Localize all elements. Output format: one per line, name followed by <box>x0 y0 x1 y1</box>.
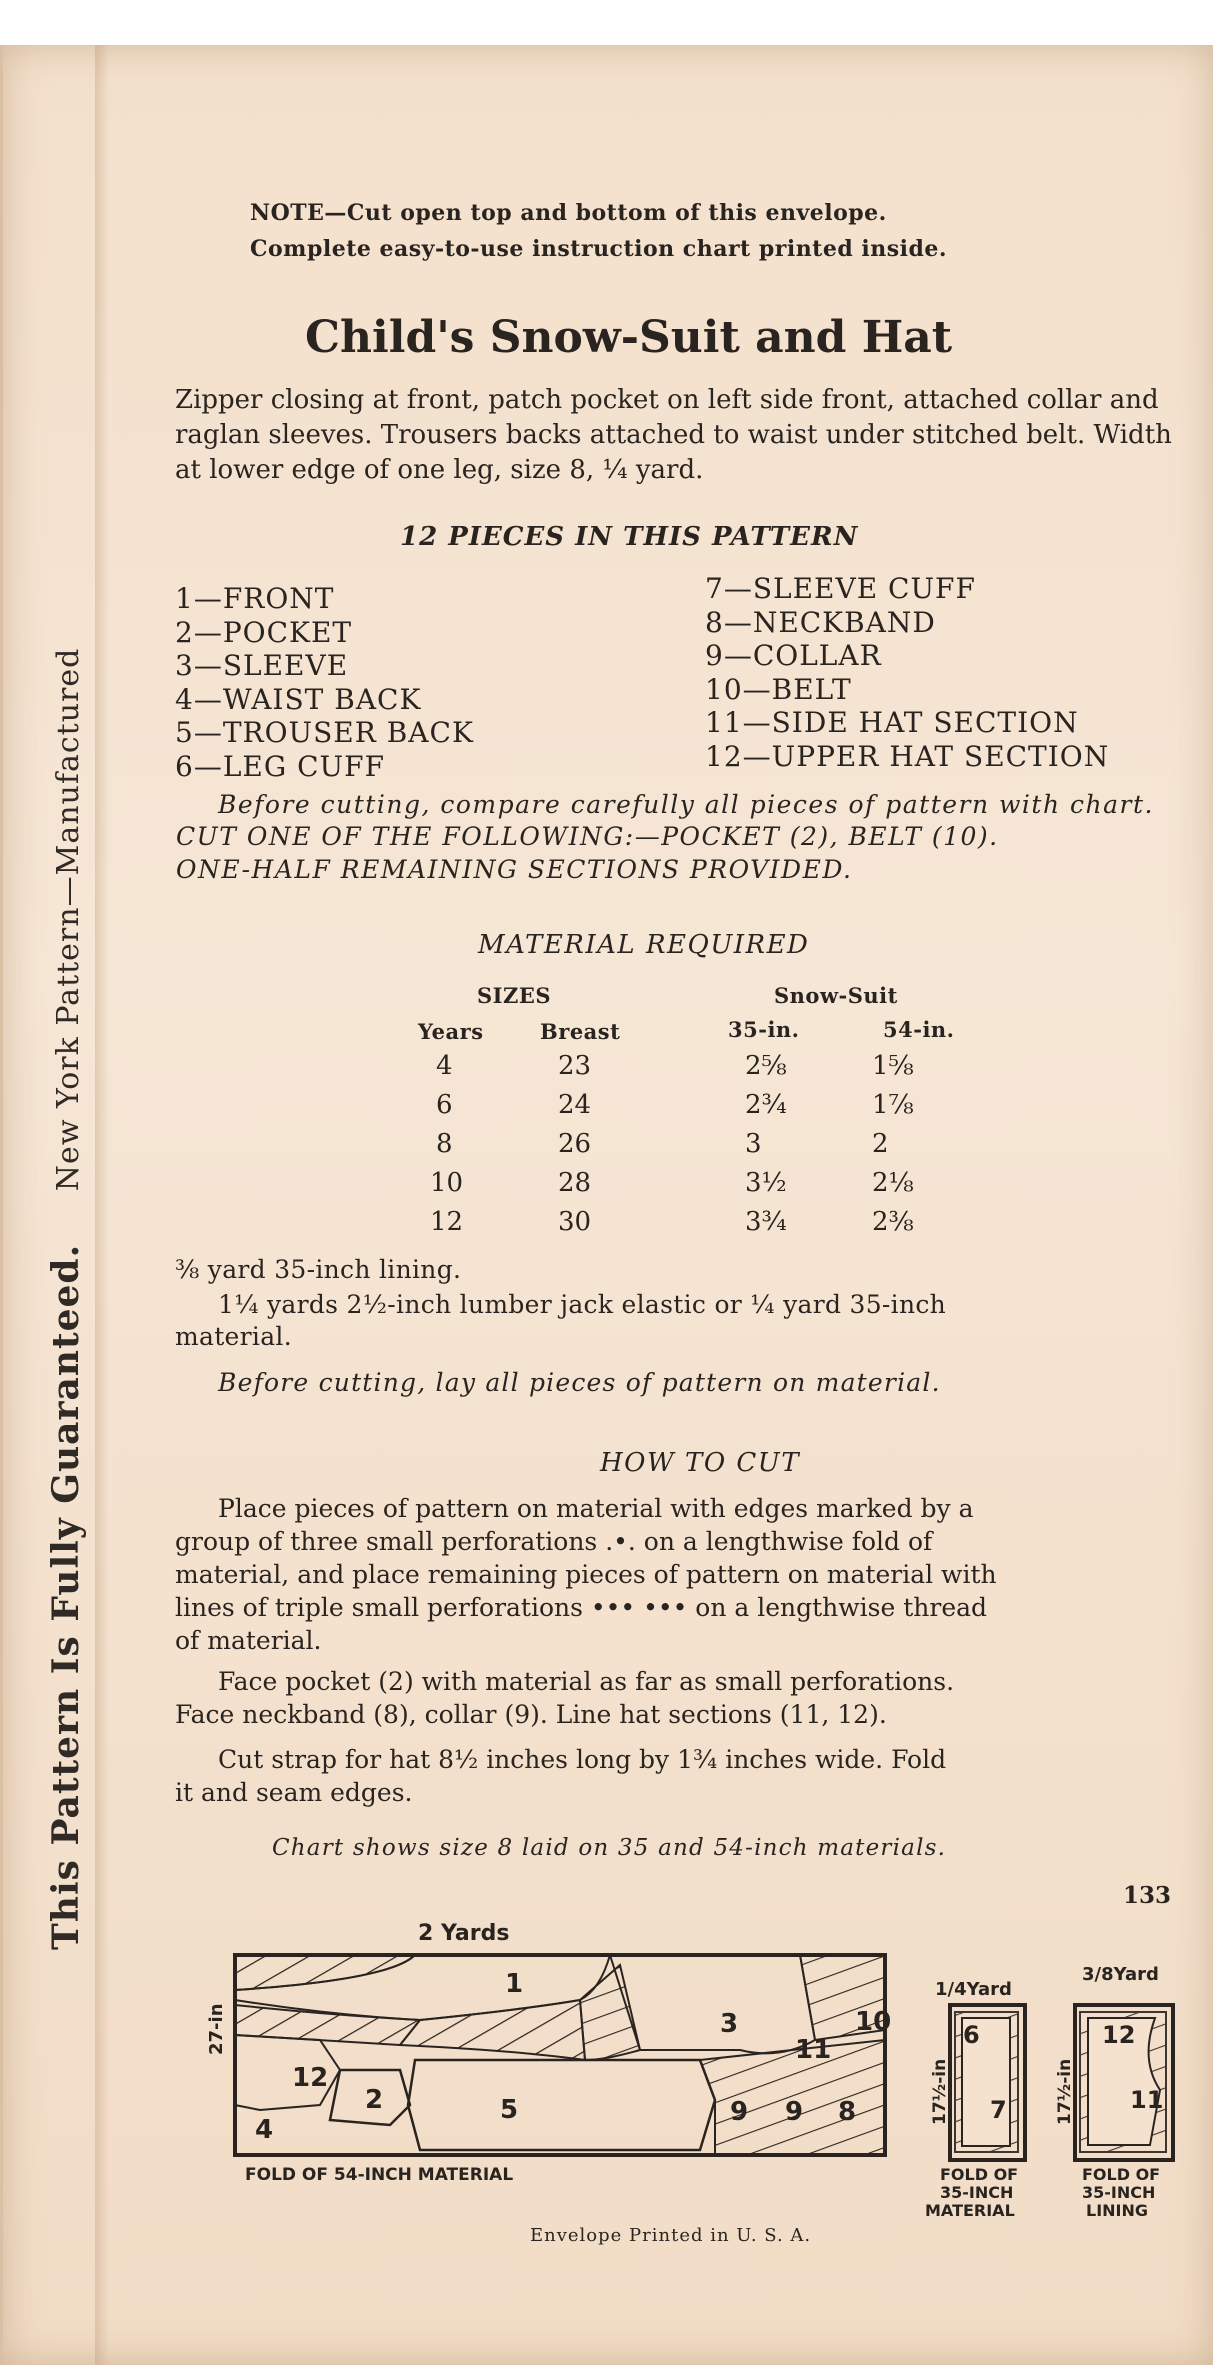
piece-item: 2—POCKET <box>175 615 353 649</box>
cell-years: 8 <box>436 1129 453 1159</box>
paragraph-line: Cut strap for hat 8½ inches long by 1¾ inches wide. Fold <box>218 1745 947 1774</box>
pattern-description: Zipper closing at front, patch pocket on left side front, attached collar and raglan sleeves. Trousers backs attached to waist under stitched belt. Width at lower edge of one leg, size 8, ¼ yard. <box>175 385 1172 485</box>
piece-item: 1—FRONT <box>175 582 335 615</box>
cell-54in: 1⅝ <box>872 1051 914 1081</box>
cell-54in: 2⅛ <box>872 1168 914 1198</box>
main-top-label: 2 Yards <box>418 1921 510 1946</box>
cutting-note-line-3: ONE-HALF REMAINING SECTIONS PROVIDED. <box>176 855 853 884</box>
paragraph-line: material, and place remaining pieces of pattern on material with <box>175 1560 997 1589</box>
paragraph-line: of material. <box>175 1626 322 1655</box>
how-to-cut-heading: HOW TO CUT <box>600 1448 801 1478</box>
piece-item: 3—SLEEVE <box>175 649 349 682</box>
piece-item: 9—COLLAR <box>705 639 882 672</box>
piece-label: 1 <box>505 1969 524 1999</box>
piece-item: 4—WAIST BACK <box>175 682 422 716</box>
guarantee-text: This Pattern Is Fully Guaranteed. <box>45 1243 87 1950</box>
lining-note: ⅜ yard 35-inch lining. <box>175 1255 462 1284</box>
col-54in: 54-in. <box>883 1017 955 1042</box>
piece-item: 5—TROUSER BACK <box>175 716 474 749</box>
cutting-note-line-1: Before cutting, compare carefully all pieces of pattern with chart. <box>218 790 1154 819</box>
cell-35in: 2⅝ <box>745 1051 787 1081</box>
piece-label: 8 <box>838 2097 857 2127</box>
piece-label: 6 <box>963 2021 980 2049</box>
piece-shape <box>235 2005 420 2045</box>
manufacturer-text: New York Pattern—Manufactured <box>51 647 86 1192</box>
cell-35in: 3 <box>745 1129 762 1159</box>
chart-caption: Chart shows size 8 laid on 35 and 54-inch materials. <box>272 1835 947 1861</box>
small1-bottom-line: 35-INCH <box>940 2183 1014 2202</box>
small2-bottom-line: 35-INCH <box>1082 2183 1156 2202</box>
piece-shape <box>235 1955 415 1990</box>
small2-top-label: 3/8Yard <box>1082 1964 1159 1985</box>
small1-top-label: 1/4Yard <box>935 1979 1012 2000</box>
paragraph-line: Place pieces of pattern on material with edges marked by a <box>218 1494 974 1523</box>
cell-breast: 28 <box>558 1168 592 1198</box>
piece-shape <box>400 2000 585 2060</box>
main-bottom-label: FOLD OF 54-INCH MATERIAL <box>245 2165 514 2185</box>
cell-breast: 30 <box>558 1207 592 1237</box>
pieces-heading: 12 PIECES IN THIS PATTERN <box>400 522 859 552</box>
small1-bottom-line: MATERIAL <box>925 2201 1015 2220</box>
piece-label: 10 <box>855 2007 892 2037</box>
cell-35in: 2¾ <box>745 1090 787 1120</box>
piece-item: 12—UPPER HAT SECTION <box>705 739 1110 773</box>
piece-label: 12 <box>1102 2021 1136 2049</box>
main-layout <box>206 1921 891 2185</box>
piece-item: 10—BELT <box>705 672 852 706</box>
paragraph-line: lines of triple small perforations ••• ••• on a lengthwise thread <box>175 1593 988 1622</box>
piece-label: 5 <box>500 2095 519 2125</box>
piece-label: 9 <box>785 2097 804 2127</box>
cell-breast: 24 <box>558 1090 592 1120</box>
small1-side-label: 17½-in <box>930 2058 950 2125</box>
piece-label: 9 <box>730 2097 749 2127</box>
small2-side-label: 17½-in <box>1055 2058 1075 2125</box>
piece-label: 4 <box>255 2115 274 2145</box>
snowsuit-label: Snow-Suit <box>774 983 898 1008</box>
material-heading: MATERIAL REQUIRED <box>478 930 810 960</box>
cell-54in: 2⅜ <box>872 1207 914 1237</box>
cell-years: 10 <box>430 1168 464 1198</box>
cell-years: 6 <box>436 1090 453 1120</box>
sizes-label: SIZES <box>477 983 551 1008</box>
piece-label: 11 <box>1130 2086 1164 2114</box>
lining-layout-35in-lining <box>1055 1964 1173 2220</box>
cell-breast: 26 <box>558 1129 592 1159</box>
cutting-note-line-2: CUT ONE OF THE FOLLOWING:—POCKET (2), BELT (10). <box>176 822 999 851</box>
elastic-note-line-1: 1¼ yards 2½-inch lumber jack elastic or ¼ yard 35-inch <box>218 1290 947 1319</box>
paragraph-line: Face neckband (8), collar (9). Line hat sections (11, 12). <box>175 1700 887 1729</box>
main-side-label: 27-in <box>206 2003 227 2055</box>
cell-35in: 3½ <box>745 1168 787 1198</box>
cell-54in: 2 <box>872 1129 889 1159</box>
piece-item: 8—NECKBAND <box>705 605 936 639</box>
piece-shape <box>610 1955 815 2053</box>
page-number: 133 <box>1123 1882 1172 1909</box>
pattern-title: Child's Snow-Suit and Hat <box>305 312 953 363</box>
paragraph-line: it and seam edges. <box>175 1778 413 1807</box>
small2-bottom-line: FOLD OF <box>1082 2165 1161 2184</box>
note-line-2: Complete easy-to-use instruction chart printed inside. <box>250 236 948 262</box>
piece-label: 12 <box>292 2063 329 2093</box>
small1-bottom-line: FOLD OF <box>940 2165 1019 2184</box>
piece-label: 2 <box>365 2085 384 2115</box>
cell-breast: 23 <box>558 1051 592 1081</box>
footer-printed-in: Envelope Printed in U. S. A. <box>530 2225 812 2246</box>
piece-shape <box>408 2060 715 2150</box>
cell-35in: 3¾ <box>745 1207 787 1237</box>
before-cutting-note: Before cutting, lay all pieces of pattern on material. <box>218 1368 941 1397</box>
small2-bottom-line: LINING <box>1086 2201 1149 2220</box>
col-35in: 35-in. <box>728 1017 800 1042</box>
lining-layout-35in <box>925 1979 1025 2220</box>
piece-item: 11—SIDE HAT SECTION <box>705 706 1079 739</box>
elastic-note-line-2: material. <box>175 1322 292 1351</box>
piece-label: 7 <box>990 2096 1007 2124</box>
piece-shape <box>580 1965 640 2060</box>
paragraph-line: group of three small perforations .•. on a lengthwise fold of <box>175 1527 933 1556</box>
piece-label: 3 <box>720 2009 739 2039</box>
cell-54in: 1⅞ <box>872 1090 914 1120</box>
piece-label: 11 <box>795 2035 832 2065</box>
note-line-1: NOTE—Cut open top and bottom of this envelope. <box>250 200 887 226</box>
col-breast: Breast <box>540 1019 621 1044</box>
paragraph-line: Face pocket (2) with material as far as small perforations. <box>218 1667 955 1696</box>
cell-years: 4 <box>436 1051 453 1081</box>
piece-item: 7—SLEEVE CUFF <box>705 572 976 605</box>
piece-item: 6—LEG CUFF <box>175 749 385 783</box>
cell-years: 12 <box>430 1207 464 1237</box>
col-years: Years <box>418 1019 484 1044</box>
